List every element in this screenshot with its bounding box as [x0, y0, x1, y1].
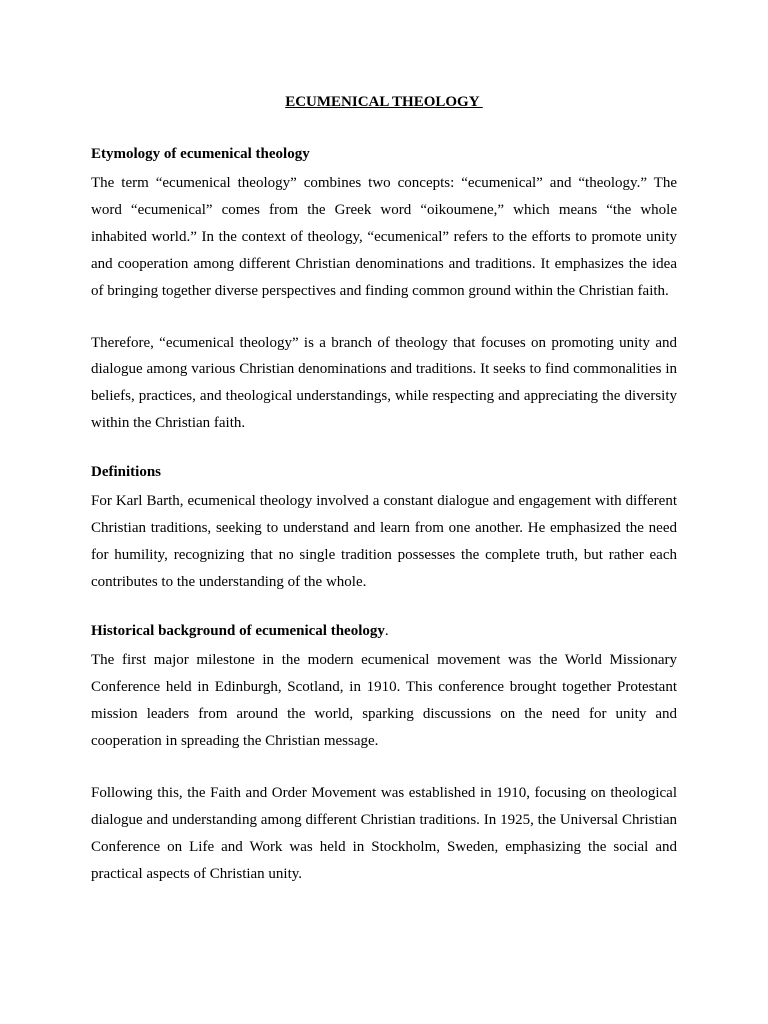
- history-paragraph-1: The first major milestone in the modern ecumenical movement was the World Missionary Conference held in Edinburgh, Scotland, in 1910. This conference brought together Protestant mission leaders from around the world, sparking discussions on the need for unity and cooperation in spreading the Christian message.: [91, 651, 677, 749]
- etymology-paragraph-2: Therefore, “ecumenical theology” is a branch of theology that focuses on promoting unity and dialogue among various Christian denominations and traditions. It seeks to find commonalities in beliefs, practices, and theological understandings, while respecting and appreciating the diversity within the Christian faith.: [91, 334, 677, 432]
- history-paragraph-2: Following this, the Faith and Order Movement was established in 1910, focusing on theological dialogue and understanding among different Christian traditions. In 1925, the Universal Christian Conference on Life and Work was held in Stockholm, Sweden, emphasizing the social and practical aspects of Christian unity.: [91, 785, 677, 883]
- section-heading-definitions: [91, 462, 677, 482]
- section-heading-etymology-text: Etymology of ecumenical theology: [91, 146, 310, 162]
- paragraph-spacer: [91, 305, 677, 330]
- document-title: ECUMENICAL THEOLOGY: [285, 94, 483, 110]
- etymology-paragraph-1: The term “ecumenical theology” combines two concepts: “ecumenical” and “theology.” The word “ecumenical” comes from the Greek word “oikoumene,” which means “the whole inhabited world.” In the context of theology, “ecumenical” refers to the efforts to promote unity and cooperation among different Christian denominations and traditions. It emphasizes the idea of bringing together diverse perspectives and finding common ground within the Christian faith.: [91, 175, 677, 299]
- section-heading-history: [91, 621, 677, 641]
- paragraph-spacer: [91, 754, 677, 780]
- section-heading-etymology: [91, 144, 677, 164]
- definitions-paragraph-1: For Karl Barth, ecumenical theology involved a constant dialogue and engagement with different Christian traditions, seeking to understand and learn from one another. He emphasized the need for humility, recognizing that no single tradition possesses the complete truth, but rather each contributes to the understanding of the whole.: [91, 493, 677, 590]
- paragraph-spacer: [91, 437, 677, 462]
- section-heading-history-text: Historical background of ecumenical theology: [91, 622, 385, 639]
- paragraph-spacer: [91, 596, 677, 621]
- section-heading-definitions-text: Definitions: [91, 464, 162, 481]
- document-page: [91, 92, 677, 888]
- section-heading-history-suffix: .: [384, 622, 389, 639]
